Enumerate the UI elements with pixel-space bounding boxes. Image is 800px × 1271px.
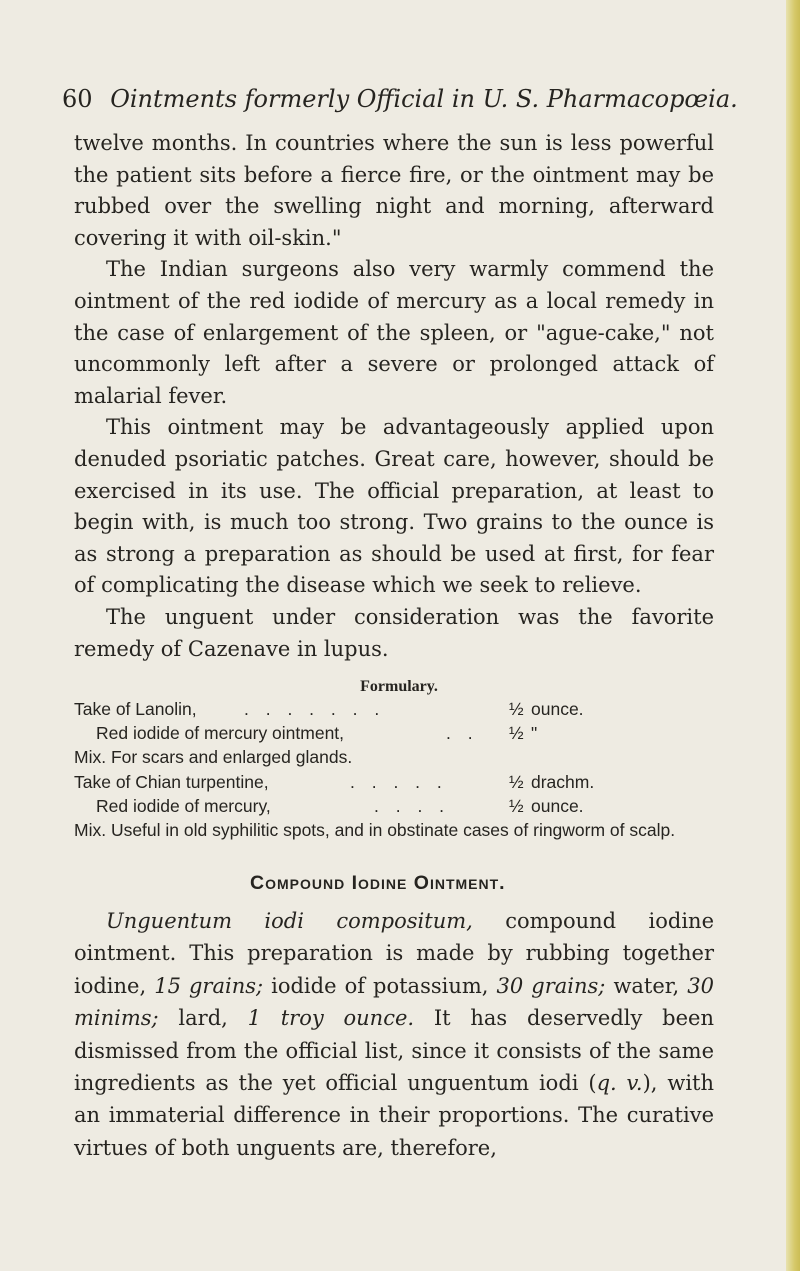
cross-reference: q. v. bbox=[596, 1071, 643, 1096]
text-run: ), with an immaterial difference in their proportions. The curative virtues of both unguents are, therefore, bbox=[74, 1071, 715, 1160]
leader-dots: . . . . . bbox=[350, 771, 448, 792]
text-run: It has deservedly been dismissed from the official list, since it consists of the same ingredients as the yet official unguentum iodi ( bbox=[74, 1006, 714, 1096]
running-title: Ointments formerly Official in U. S. Pharmacopœia. bbox=[110, 85, 738, 113]
text-run: iodide of potassium, bbox=[263, 973, 497, 998]
latin-name: Unguentum iodi compositum, bbox=[106, 909, 473, 933]
running-head bbox=[62, 85, 762, 113]
ingredient-label: Take of Lanolin, bbox=[74, 699, 197, 719]
body-text-upper bbox=[74, 128, 714, 665]
ingredient-unit: ounce. bbox=[531, 699, 584, 719]
text-run: water, bbox=[605, 973, 688, 998]
leader-dots: . . . . . . . bbox=[244, 699, 386, 719]
ingredient-unit: " bbox=[531, 723, 538, 744]
ingredient-label: Take of Chian turpentine, bbox=[74, 771, 269, 792]
formulary-title: Formulary. bbox=[360, 678, 438, 695]
leader-dots: . . bbox=[446, 723, 479, 744]
quantity-italic: 15 grains; bbox=[154, 973, 264, 998]
formulary-block bbox=[74, 677, 724, 842]
formulary-row bbox=[74, 770, 724, 794]
page-edge bbox=[786, 0, 800, 1271]
ingredient-quantity: ½ bbox=[509, 699, 524, 719]
quantity-italic: 30 grains; bbox=[496, 973, 606, 998]
formulary-row bbox=[74, 794, 724, 818]
ingredient-quantity: ½ bbox=[509, 771, 524, 792]
ingredient-unit: ounce. bbox=[531, 795, 584, 816]
leader-dots: . . . . bbox=[374, 795, 451, 816]
quantity-italic: 1 troy ounce. bbox=[247, 1006, 415, 1031]
ingredient-label: Red iodide of mercury ointment, bbox=[96, 723, 345, 744]
ingredient-quantity: ½ bbox=[509, 723, 524, 744]
formulary-note: Mix. Useful in old syphilitic spots, and in obstinate cases of ringworm of scalp. bbox=[74, 819, 676, 840]
ingredient-unit: drachm. bbox=[531, 771, 595, 792]
section-heading: Compound Iodine Ointment. bbox=[250, 872, 506, 894]
paragraph-2: The Indian surgeons also very warmly commend the ointment of the red iodide of mercury as a local remedy in the case of enlargement of the spleen, or "ague-cake," not uncommonly left after a severe or prolonged attack of malarial fever. bbox=[74, 257, 714, 408]
paragraph-3: This ointment may be advantageously applied upon denuded psoriatic patches. Great care, however, should be exercised in its use. The official preparation, at least to begin with, is much too strong. Two grains to the ounce is as strong a preparation as should be used at first, for fear of complicating the disease which we seek to relieve. bbox=[74, 415, 714, 598]
text-run: lard, bbox=[158, 1006, 248, 1031]
formulary-note: Mix. For scars and enlarged glands. bbox=[74, 747, 353, 768]
ingredient-quantity: ½ bbox=[509, 795, 524, 816]
text-run: compound iodine ointment. This preparation is made by rubbing together iodine, bbox=[74, 909, 714, 998]
formulary-row bbox=[74, 697, 724, 721]
paragraph-1: twelve months. In countries where the sun is less powerful the patient sits before a fierce fire, or the ointment may be rubbed over the swelling night and morning, afterward covering it with oil-skin." bbox=[74, 131, 714, 250]
page-number: 60 bbox=[62, 85, 93, 113]
body-text-lower bbox=[74, 905, 714, 1164]
ingredient-label: Red iodide of mercury, bbox=[96, 795, 271, 816]
quantity-italic: 30 minims; bbox=[74, 973, 714, 1031]
paragraph-4: The unguent under consideration was the favorite remedy of Cazenave in lupus. bbox=[74, 604, 714, 661]
paragraph-5 bbox=[74, 905, 714, 1164]
formulary-row bbox=[74, 721, 724, 745]
